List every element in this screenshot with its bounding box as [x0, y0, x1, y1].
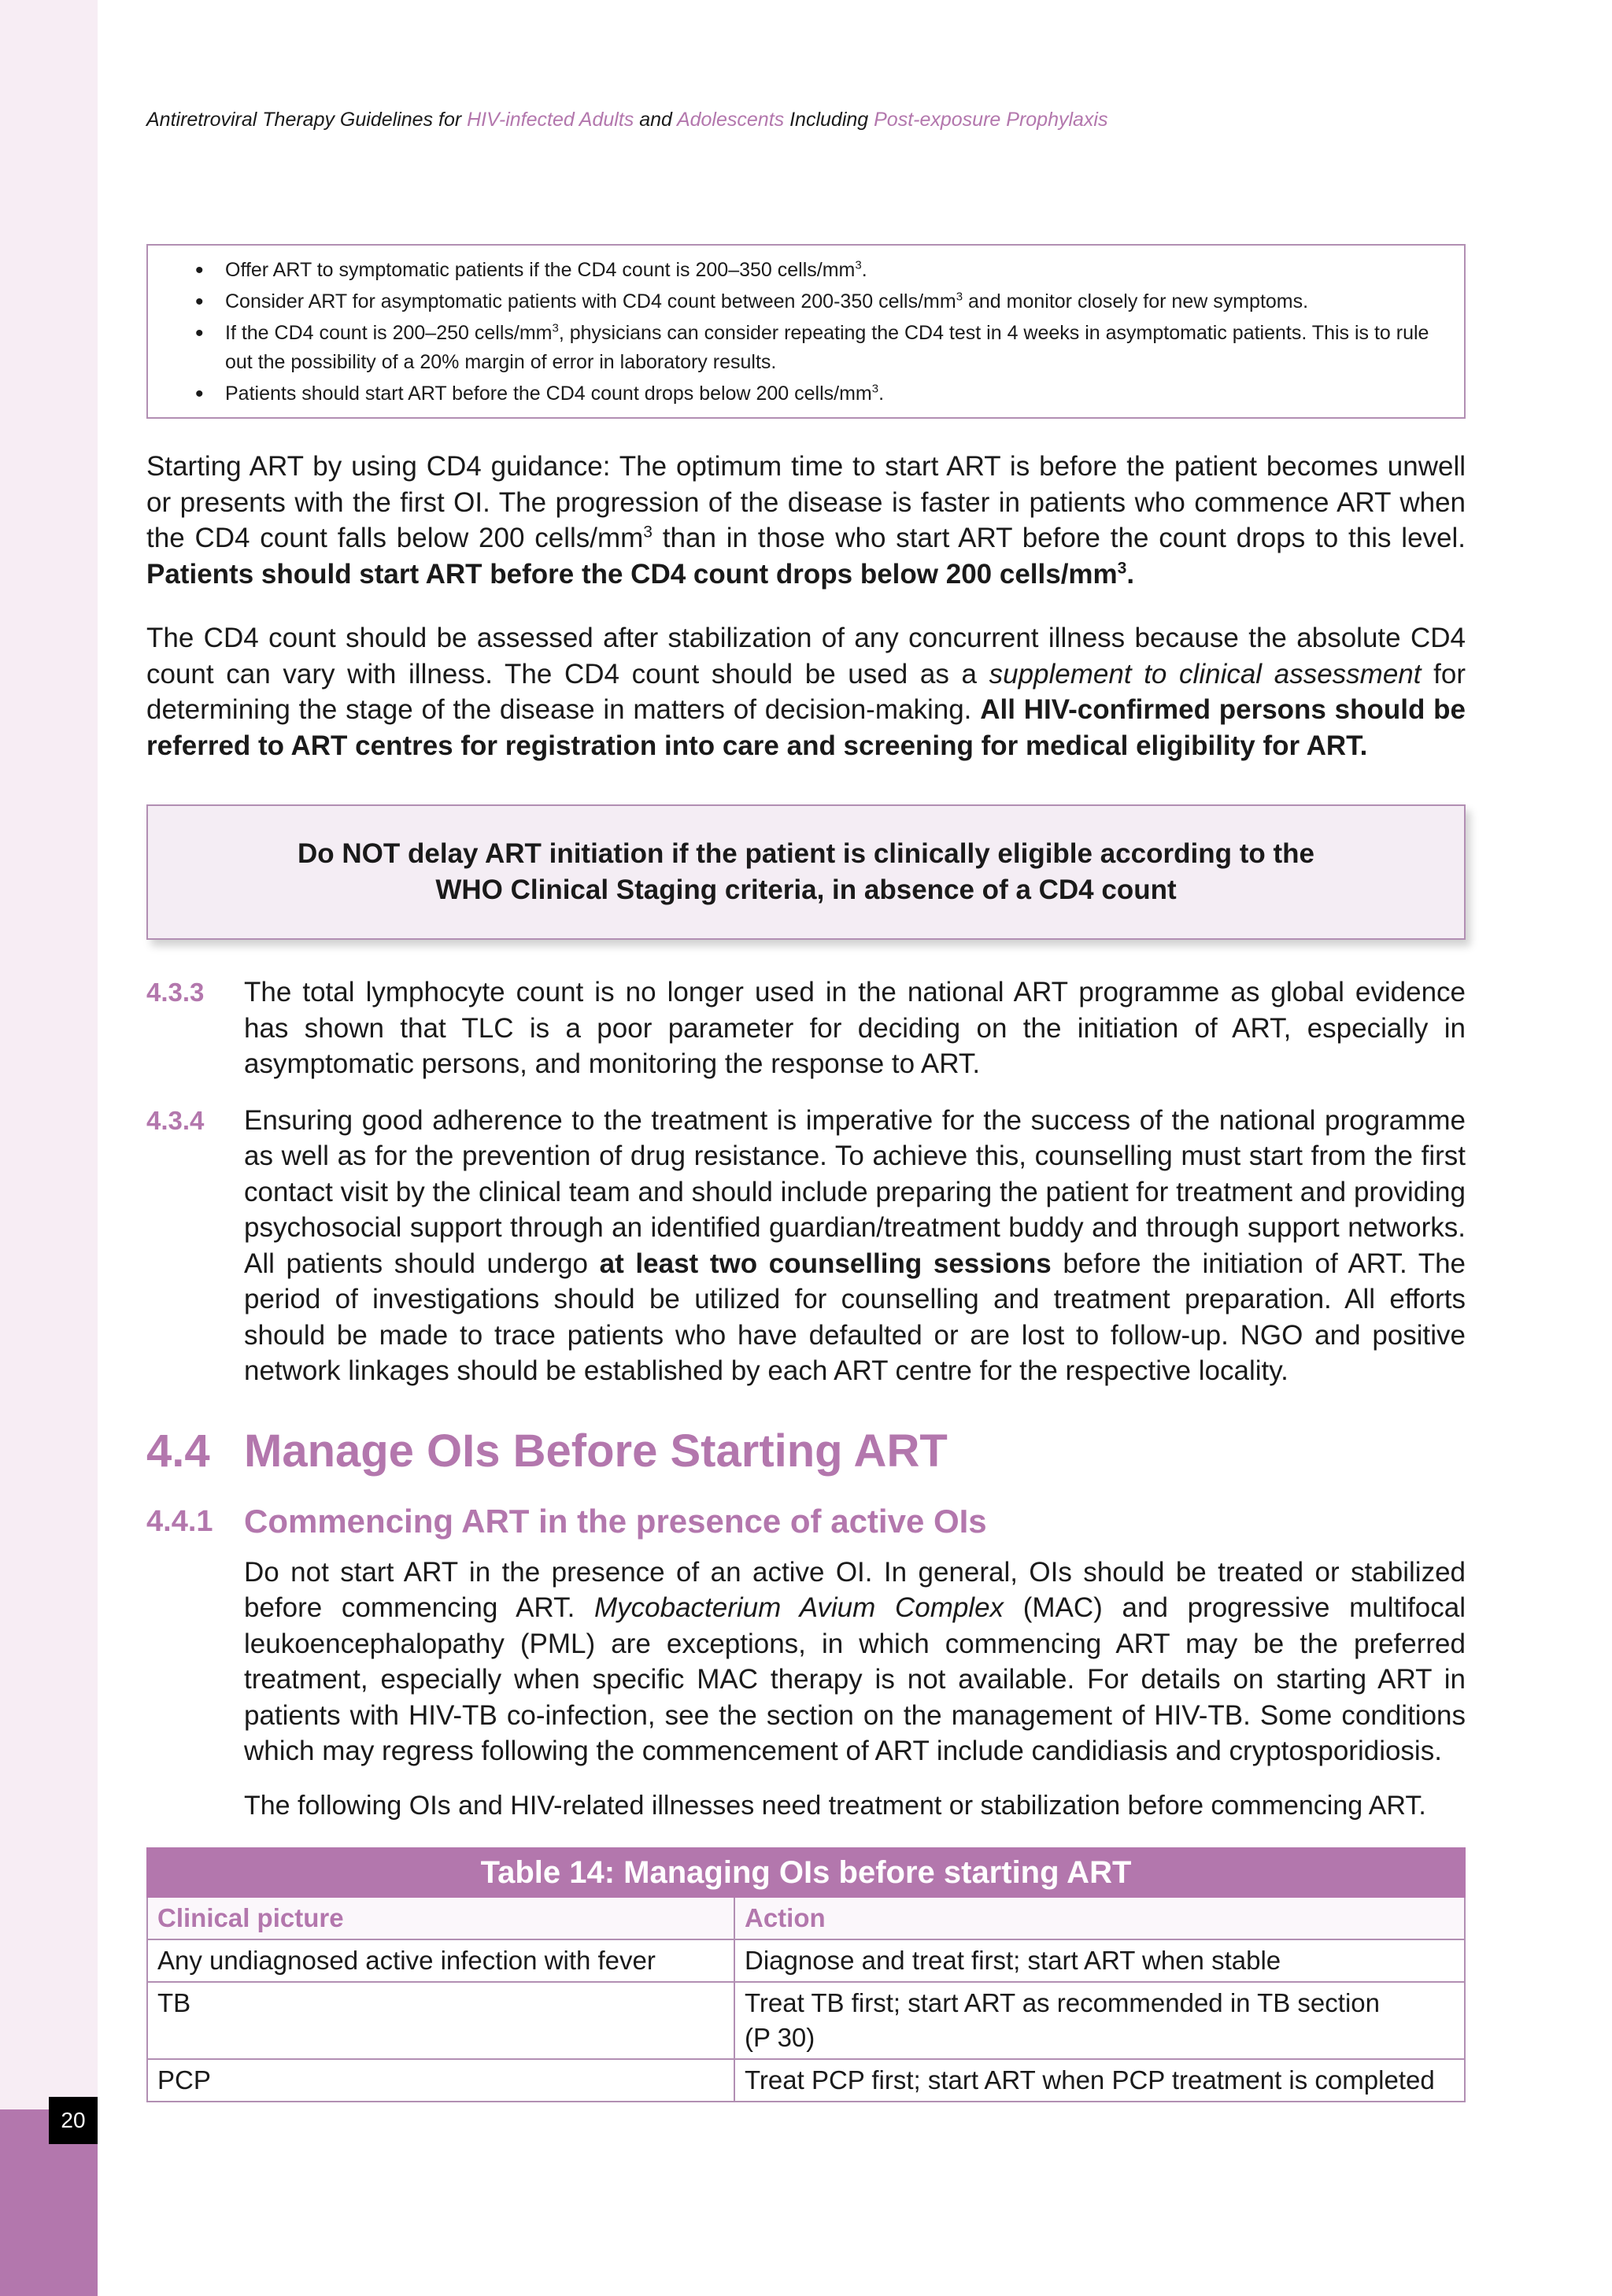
table-row — [147, 2059, 1465, 2102]
table-row — [147, 1982, 1465, 2059]
heading-number: 4.4 — [146, 1425, 210, 1477]
callout-line: WHO Clinical Staging criteria, in absence of a CD4 count — [435, 874, 1177, 905]
table-header-row — [147, 1897, 1465, 1939]
page-content — [146, 244, 1466, 2102]
paragraph-cd4-guidance: Starting ART by using CD4 guidance: The optimum time to start ART is before the patient becomes unwell or presents with the first OI. The progression of the disease is faster in patients who commence ART when the CD4 count falls below 200 cells/$mm^3$ than in those who start ART before the count drops to this level. Patients should start ART before the CD4 count drops below 200 cells/$mm^3$. — [146, 451, 1466, 590]
section-4-3-3 — [146, 974, 1466, 1082]
paragraph-active-ois: Do not start ART in the presence of an active OI. In general, OIs should be treated or stabilized before commencing ART. Mycobacterium Avium Complex (MAC) and progressive multifocal leukoencephalopathy (PML) are exceptions, in which commencing ART may be the preferred treatment, especially when specific MAC therapy is not available. For details on starting ART in patients with HIV-TB co-infection, see the section on the management of HIV-TB. Some conditions which may regress following the commencement of ART include candidiasis and cryptosporidiosis. — [244, 1556, 1466, 1766]
table-managing-ois — [146, 1847, 1466, 2102]
section-text: The total lymphocyte count is no longer used in the national ART programme as global evidence has shown that TLC is a poor parameter for deciding on the initiation of ART, especially in asymptomatic persons, and monitoring the response to ART. — [244, 977, 1466, 1079]
section-number: 4.3.3 — [146, 978, 205, 1007]
running-header: Antiretroviral Therapy Guidelines for HIV-infected Adults and Adolescents Including Post-exposure Prophylaxis — [146, 109, 1108, 131]
table-header-cell: Action — [734, 1897, 1465, 1939]
table-cell: Any undiagnosed active infection with fever — [147, 1939, 734, 1982]
paragraph-cd4-assessment: The CD4 count should be assessed after stabilization of any concurrent illness because the absolute CD4 count can vary with illness. The CD4 count should be used as a supplement to clinical assessment for determining the stage of the disease in matters of decision-making. All HIV-confirmed persons should be referred to ART centres for registration into care and screening for medical eligibility for ART. — [146, 623, 1466, 761]
bullet-item: • Patients should start ART before the CD4 count drops below 200 cells/$mm^3$. — [195, 379, 1440, 409]
heading-title: Commencing ART in the presence of active OIs — [244, 1502, 987, 1540]
paragraph-table-intro: The following OIs and HIV-related illnesses need treatment or stabilization before commencing ART. — [244, 1790, 1426, 1821]
side-strip — [0, 0, 98, 2296]
bullet-item: • Consider ART for asymptomatic patients with CD4 count between 200-350 cells/$mm^3$ and monitor closely for new symptoms. — [195, 287, 1440, 316]
callout-line: Do NOT delay ART initiation if the patient is clinically eligible according to the — [298, 838, 1314, 869]
table-cell: PCP — [147, 2059, 734, 2102]
table-row — [147, 1939, 1465, 1982]
table-header-cell: Clinical picture — [147, 1897, 734, 1939]
heading-4-4 — [146, 1424, 1466, 1479]
table-caption: Table 14: Managing OIs before starting ART — [147, 1848, 1465, 1897]
heading-4-4-1 — [146, 1499, 1466, 1544]
table-cell: Treat PCP first; start ART when PCP treatment is completed — [734, 2059, 1465, 2102]
bullet-item: • If the CD4 count is 200–250 cells/$mm^3$, physicians can consider repeating the CD4 test in 4 weeks in asymptomatic patients. This is to rule out the possibility of a 20% margin of error in laboratory results. — [195, 319, 1440, 377]
heading-number: 4.4.1 — [146, 1504, 213, 1538]
section-4-3-4 — [146, 1103, 1466, 1389]
callout-box — [146, 804, 1466, 940]
table-cell: Treat TB first; start ART as recommended in TB section (P 30) — [734, 1982, 1465, 2059]
section-number: 4.3.4 — [146, 1105, 205, 1135]
bullet-list — [195, 256, 1440, 409]
section-text: Ensuring good adherence to the treatment is imperative for the success of the national programme as well as for the prevention of drug resistance. To achieve this, counselling must start from the first contact visit by the clinical team and should include preparing the patient for treatment and providing psychosocial support through an identified guardian/treatment buddy and through support networks. All patients should undergo at least two counselling sessions before the initiation of ART. The period of investigations should be utilized for counselling and treatment preparation. All efforts should be made to trace patients who have defaulted or are lost to follow-up. NGO and positive network linkages should be established by each ART centre for the respective locality. — [244, 1104, 1466, 1386]
table-cell: Diagnose and treat first; start ART when stable — [734, 1939, 1465, 1982]
page-number: 20 — [49, 2097, 98, 2144]
recommendations-box — [146, 244, 1466, 419]
table-cell: TB — [147, 1982, 734, 2059]
bullet-item: • Offer ART to symptomatic patients if the CD4 count is 200–350 cells/$mm^3$. — [195, 256, 1440, 285]
heading-title: Manage OIs Before Starting ART — [244, 1425, 948, 1477]
